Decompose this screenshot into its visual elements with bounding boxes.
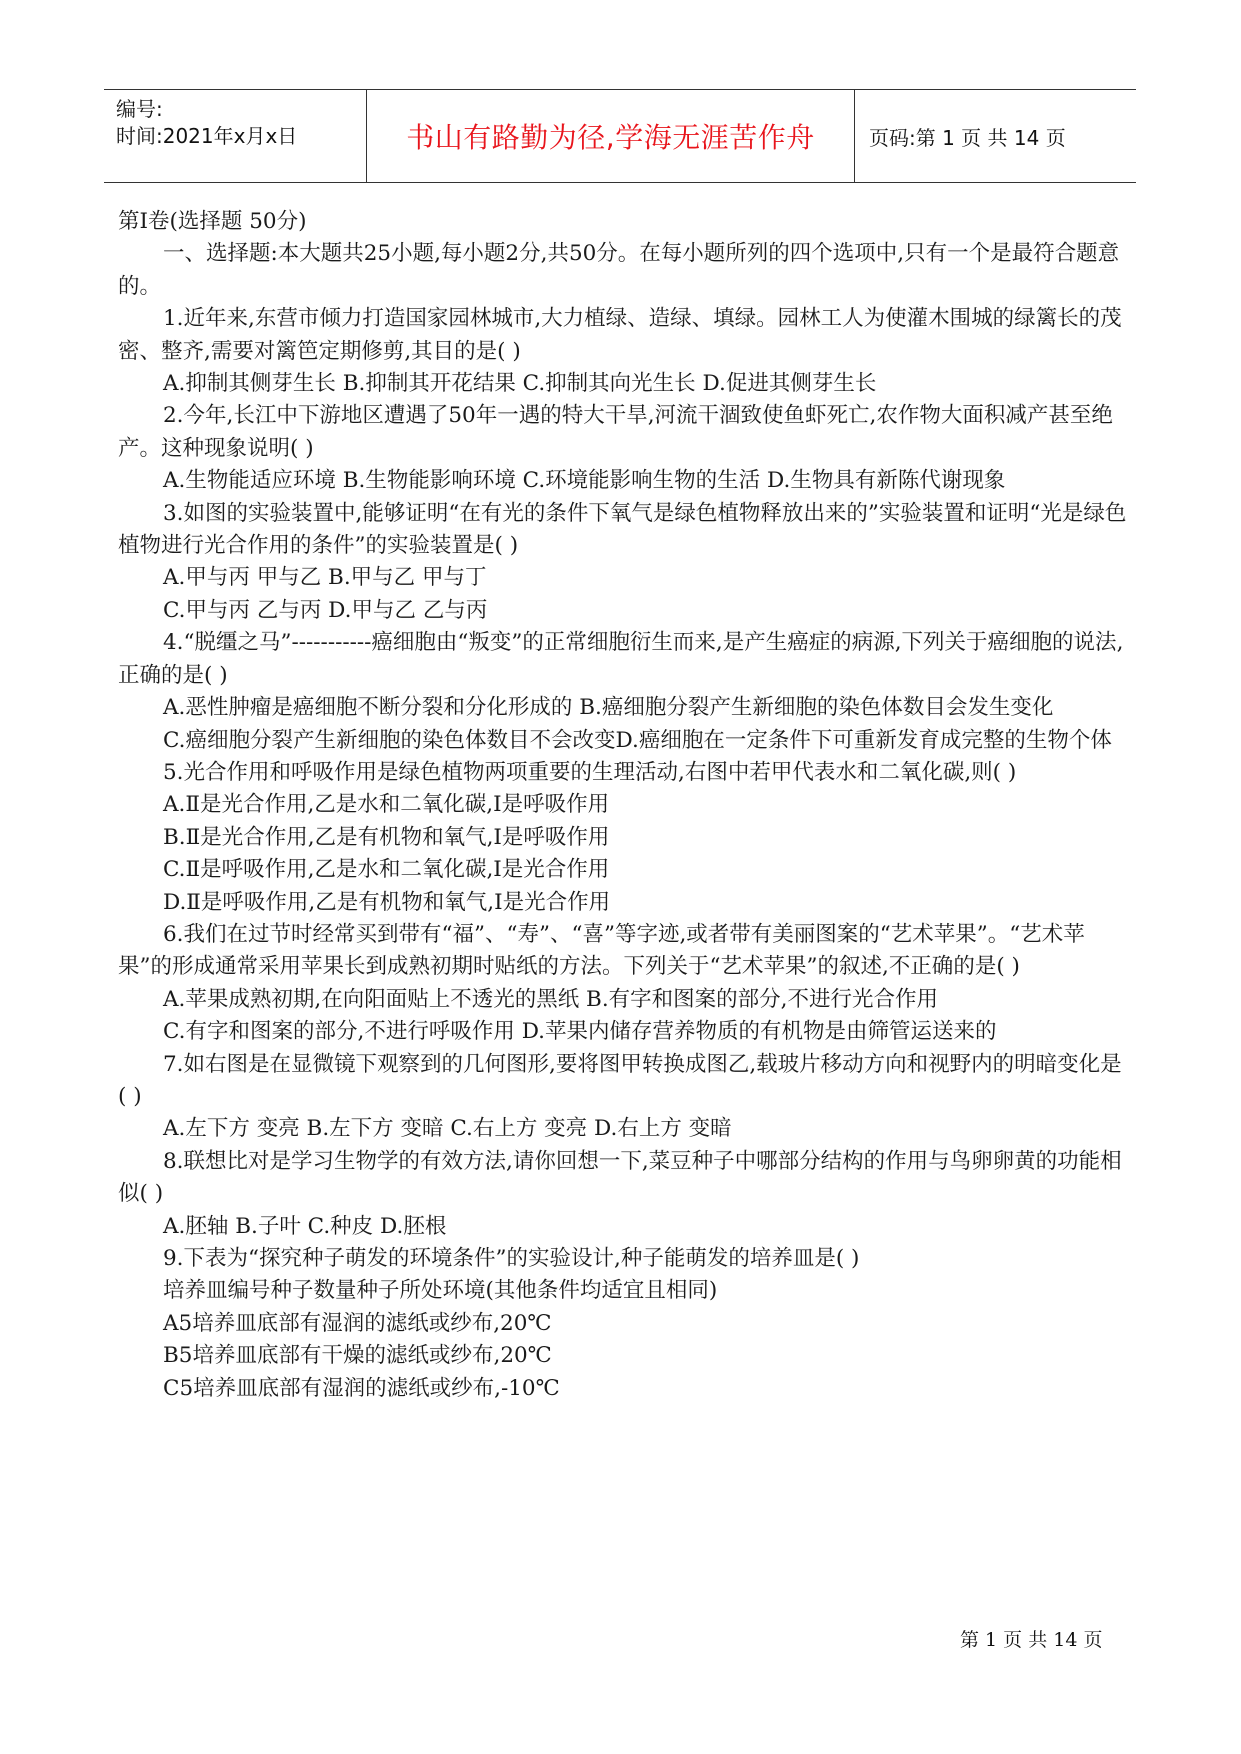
text-paragraph: 2.今年,长江中下游地区遭遇了50年一遇的特大干旱,河流干涸致使鱼虾死亡,农作物大面积减产甚至绝产。这种现象说明( ) <box>118 403 1113 461</box>
text-paragraph: 6.我们在过节时经常买到带有“福”、“寿”、“喜”等字迹,或者带有美丽图案的“艺术苹果”。“艺术苹果”的形成通常采用苹果长到成熟初期时贴纸的方法。下列关于“艺术苹果”的叙述,不正确的是( ) <box>118 921 1085 980</box>
header-time-label: 时间:2021年x月x日 <box>116 124 298 148</box>
text-paragraph: 一、选择题:本大题共25小题,每小题2分,共50分。在每小题所列的四个选项中,只有一个是最符合题意的。 <box>118 241 1120 299</box>
text-paragraph: D.Ⅱ是呼吸作用,乙是有机物和氧气,Ⅰ是光合作用 <box>163 889 611 915</box>
header-number-label: 编号: <box>116 97 163 121</box>
text-paragraph: A.苹果成熟初期,在向阳面贴上不透光的黑纸 B.有字和图案的部分,不进行光合作用 <box>163 986 939 1012</box>
text-paragraph: A.抑制其侧芽生长 B.抑制其开花结果 C.抑制其向光生长 D.促进其侧芽生长 <box>163 371 877 397</box>
text-paragraph: A.胚轴 B.子叶 C.种皮 D.胚根 <box>163 1213 447 1239</box>
page-footer: 第 1 页 共 14 页 <box>960 1629 1103 1651</box>
text-paragraph: B.Ⅱ是光合作用,乙是有机物和氧气,Ⅰ是呼吸作用 <box>163 824 610 850</box>
text-paragraph: 5.光合作用和呼吸作用是绿色植物两项重要的生理活动,右图中若甲代表水和二氧化碳,则( ) <box>163 759 1017 785</box>
header-info-cell <box>104 90 367 182</box>
text-paragraph: A.甲与丙 甲与乙 B.甲与乙 甲与丁 <box>163 565 487 591</box>
text-paragraph: A.左下方 变亮 B.左下方 变暗 C.右上方 变亮 D.右上方 变暗 <box>163 1116 732 1142</box>
text-paragraph: A.Ⅱ是光合作用,乙是水和二氧化碳,Ⅰ是呼吸作用 <box>163 792 610 818</box>
text-paragraph: C5培养皿底部有湿润的滤纸或纱布,-10℃ <box>163 1375 560 1401</box>
text-paragraph: 7.如右图是在显微镜下观察到的几何图形,要将图甲转换成图乙,载玻片移动方向和视野内的明暗变化是( ) <box>118 1051 1122 1109</box>
text-paragraph: C.Ⅱ是呼吸作用,乙是水和二氧化碳,Ⅰ是光合作用 <box>163 857 610 883</box>
text-paragraph: C.有字和图案的部分,不进行呼吸作用 D.苹果内储存营养物质的有机物是由筛管运送来的 <box>163 1019 997 1045</box>
header-page-cell <box>855 90 1136 182</box>
text-paragraph: A5培养皿底部有湿润的滤纸或纱布,20℃ <box>163 1310 552 1336</box>
text-paragraph: 8.联想比对是学习生物学的有效方法,请你回想一下,菜豆种子中哪部分结构的作用与鸟卵卵黄的功能相似( ) <box>118 1148 1122 1207</box>
text-paragraph: 4.“脱缰之马”-----------癌细胞由“叛变”的正常细胞衍生而来,是产生癌症的病源,下列关于癌细胞的说法,正确的是( ) <box>118 630 1124 688</box>
text-paragraph: C.甲与丙 乙与丙 D.甲与乙 乙与丙 <box>163 597 488 623</box>
text-paragraph: 第Ⅰ卷(选择题 50分) <box>118 209 307 234</box>
document-body <box>118 206 1128 1405</box>
text-paragraph: A.恶性肿瘤是癌细胞不断分裂和分化形成的 B.癌细胞分裂产生新细胞的染色体数目会发生变化 <box>163 695 1054 721</box>
text-paragraph: C.癌细胞分裂产生新细胞的染色体数目不会改变D.癌细胞在一定条件下可重新发育成完整的生物个体 <box>163 727 1112 753</box>
header-motto-cell <box>367 90 855 182</box>
text-paragraph: B5培养皿底部有干燥的滤纸或纱布,20℃ <box>163 1343 552 1369</box>
text-paragraph: 9.下表为“探究种子萌发的环境条件”的实验设计,种子能萌发的培养皿是( ) <box>163 1246 860 1271</box>
header-page-code: 页码:第 1 页 共 14 页 <box>869 125 1066 150</box>
text-paragraph: 培养皿编号种子数量种子所处环境(其他条件均适宜且相同) <box>163 1278 718 1304</box>
header-motto: 书山有路勤为径,学海无涯苦作舟 <box>406 121 815 154</box>
text-paragraph: 1.近年来,东营市倾力打造国家园林城市,大力植绿、造绿、填绿。园林工人为使灌木围城的绿篱长的茂密、整齐,需要对篱笆定期修剪,其目的是( ) <box>118 306 1122 364</box>
document-header <box>104 89 1136 183</box>
text-paragraph: 3.如图的实验装置中,能够证明“在有光的条件下氧气是绿色植物释放出来的”实验装置和证明“光是绿色植物进行光合作用的条件”的实验装置是( ) <box>118 500 1127 559</box>
text-paragraph: A.生物能适应环境 B.生物能影响环境 C.环境能影响生物的生活 D.生物具有新陈代谢现象 <box>163 468 1006 494</box>
